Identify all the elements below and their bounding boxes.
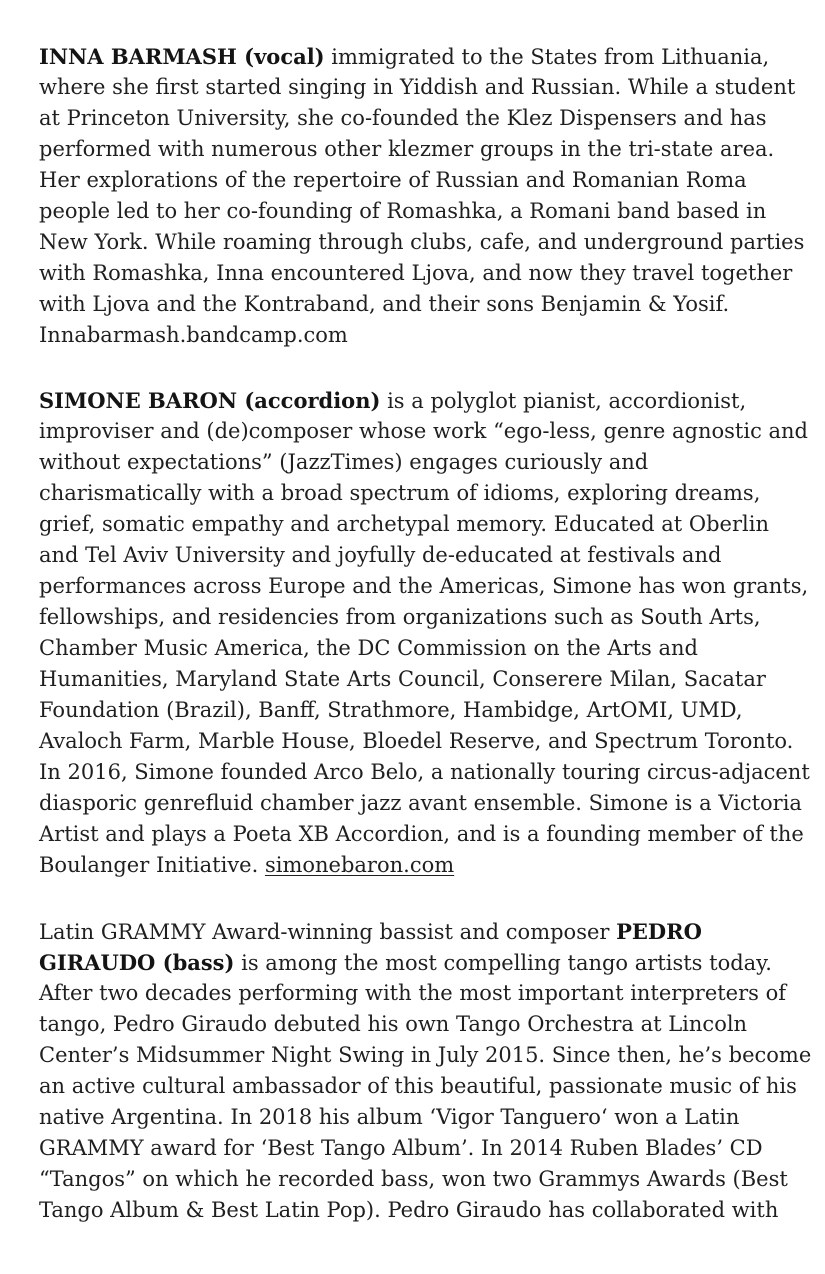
bio-line: After two decades performing with the most important interpreters of bbox=[39, 981, 787, 1005]
bio-line: improviser and (de)composer whose work “ego-less, genre agnostic and bbox=[39, 419, 808, 443]
bio-line bbox=[39, 916, 809, 947]
artist-name: INNA BARMASH (vocal) bbox=[39, 44, 325, 69]
bio-line: diasporic genrefluid chamber jazz avant ensemble. Simone is a Victoria bbox=[39, 791, 802, 815]
bio-line: fellowships, and residencies from organizations such as South Arts, bbox=[39, 605, 761, 629]
bio-inna-barmash bbox=[39, 41, 809, 351]
bio-line: native Argentina. In 2018 his album ‘Vigor Tanguero‘ won a Latin bbox=[39, 1105, 740, 1129]
bio-line: at Princeton University, she co-founded the Klez Dispensers and has bbox=[39, 106, 767, 130]
bio-pedro-giraudo bbox=[39, 916, 812, 1226]
bio-line: an active cultural ambassador of this beautiful, passionate music of his bbox=[39, 1074, 797, 1098]
bio-line: “Tangos” on which he recorded bass, won two Grammys Awards (Best bbox=[39, 1167, 788, 1191]
bio-line: grief, somatic empathy and archetypal memory. Educated at Oberlin bbox=[39, 512, 769, 536]
bio-text: is among the most compelling tango artists today. bbox=[234, 951, 772, 975]
bio-line bbox=[39, 41, 809, 72]
bio-line: Artist and plays a Poeta XB Accordion, and is a founding member of the bbox=[39, 822, 804, 846]
bio-line: In 2016, Simone founded Arco Belo, a nationally touring circus-adjacent bbox=[39, 760, 810, 784]
bio-line: without expectations” (JazzTimes) engages curiously and bbox=[39, 450, 649, 474]
bio-line: with Ljova and the Kontraband, and their sons Benjamin & Yosif. bbox=[39, 292, 730, 316]
artist-name: PEDRO bbox=[616, 919, 702, 944]
bio-line: GRAMMY award for ‘Best Tango Album’. In 2014 Ruben Blades’ CD bbox=[39, 1136, 763, 1160]
bio-simone-baron bbox=[39, 385, 809, 881]
bio-text: Latin GRAMMY Award-winning bassist and composer bbox=[39, 920, 617, 944]
bio-line bbox=[39, 850, 809, 881]
bio-line: Foundation (Brazil), Banff, Strathmore, Hambidge, ArtOMI, UMD, bbox=[39, 698, 743, 722]
bio-line: Center’s Midsummer Night Swing in July 2015. Since then, he’s become bbox=[39, 1043, 812, 1067]
artist-name: SIMONE BARON (accordion) bbox=[39, 388, 381, 413]
bio-line: Humanities, Maryland State Arts Council, Conserere Milan, Sacatar bbox=[39, 667, 766, 691]
bio-line: charismatically with a broad spectrum of idioms, exploring dreams, bbox=[39, 481, 761, 505]
bio-line: people led to her co-founding of Romashka, a Romani band based in bbox=[39, 199, 767, 223]
artist-name: GIRAUDO (bass) bbox=[39, 950, 235, 975]
bio-line: Her explorations of the repertoire of Russian and Romanian Roma bbox=[39, 168, 747, 192]
bio-text: immigrated to the States from Lithuania, bbox=[324, 45, 770, 69]
bio-line: where she first started singing in Yiddish and Russian. While a student bbox=[39, 75, 796, 99]
bio-line: Chamber Music America, the DC Commission on the Arts and bbox=[39, 636, 698, 660]
bio-text: is a polyglot pianist, accordionist, bbox=[380, 389, 747, 413]
bio-text: Boulanger Initiative. bbox=[39, 853, 265, 877]
bio-line bbox=[39, 947, 809, 978]
bio-line: and Tel Aviv University and joyfully de-educated at festivals and bbox=[39, 543, 722, 567]
bio-line bbox=[39, 385, 809, 416]
bio-line: with Romashka, Inna encountered Ljova, and now they travel together bbox=[39, 261, 793, 285]
artist-website-link[interactable]: simonebaron.com bbox=[264, 853, 455, 877]
bio-line: tango, Pedro Giraudo debuted his own Tango Orchestra at Lincoln bbox=[39, 1012, 748, 1036]
bio-line: performances across Europe and the Americas, Simone has won grants, bbox=[39, 574, 809, 598]
bio-line: performed with numerous other klezmer groups in the tri-state area. bbox=[39, 137, 775, 161]
bio-line: Avaloch Farm, Marble House, Bloedel Reserve, and Spectrum Toronto. bbox=[39, 729, 794, 753]
bio-line: Tango Album & Best Latin Pop). Pedro Giraudo has collaborated with bbox=[39, 1198, 779, 1222]
artist-website: Innabarmash.bandcamp.com bbox=[39, 323, 348, 347]
bio-line: New York. While roaming through clubs, cafe, and underground parties bbox=[39, 230, 805, 254]
